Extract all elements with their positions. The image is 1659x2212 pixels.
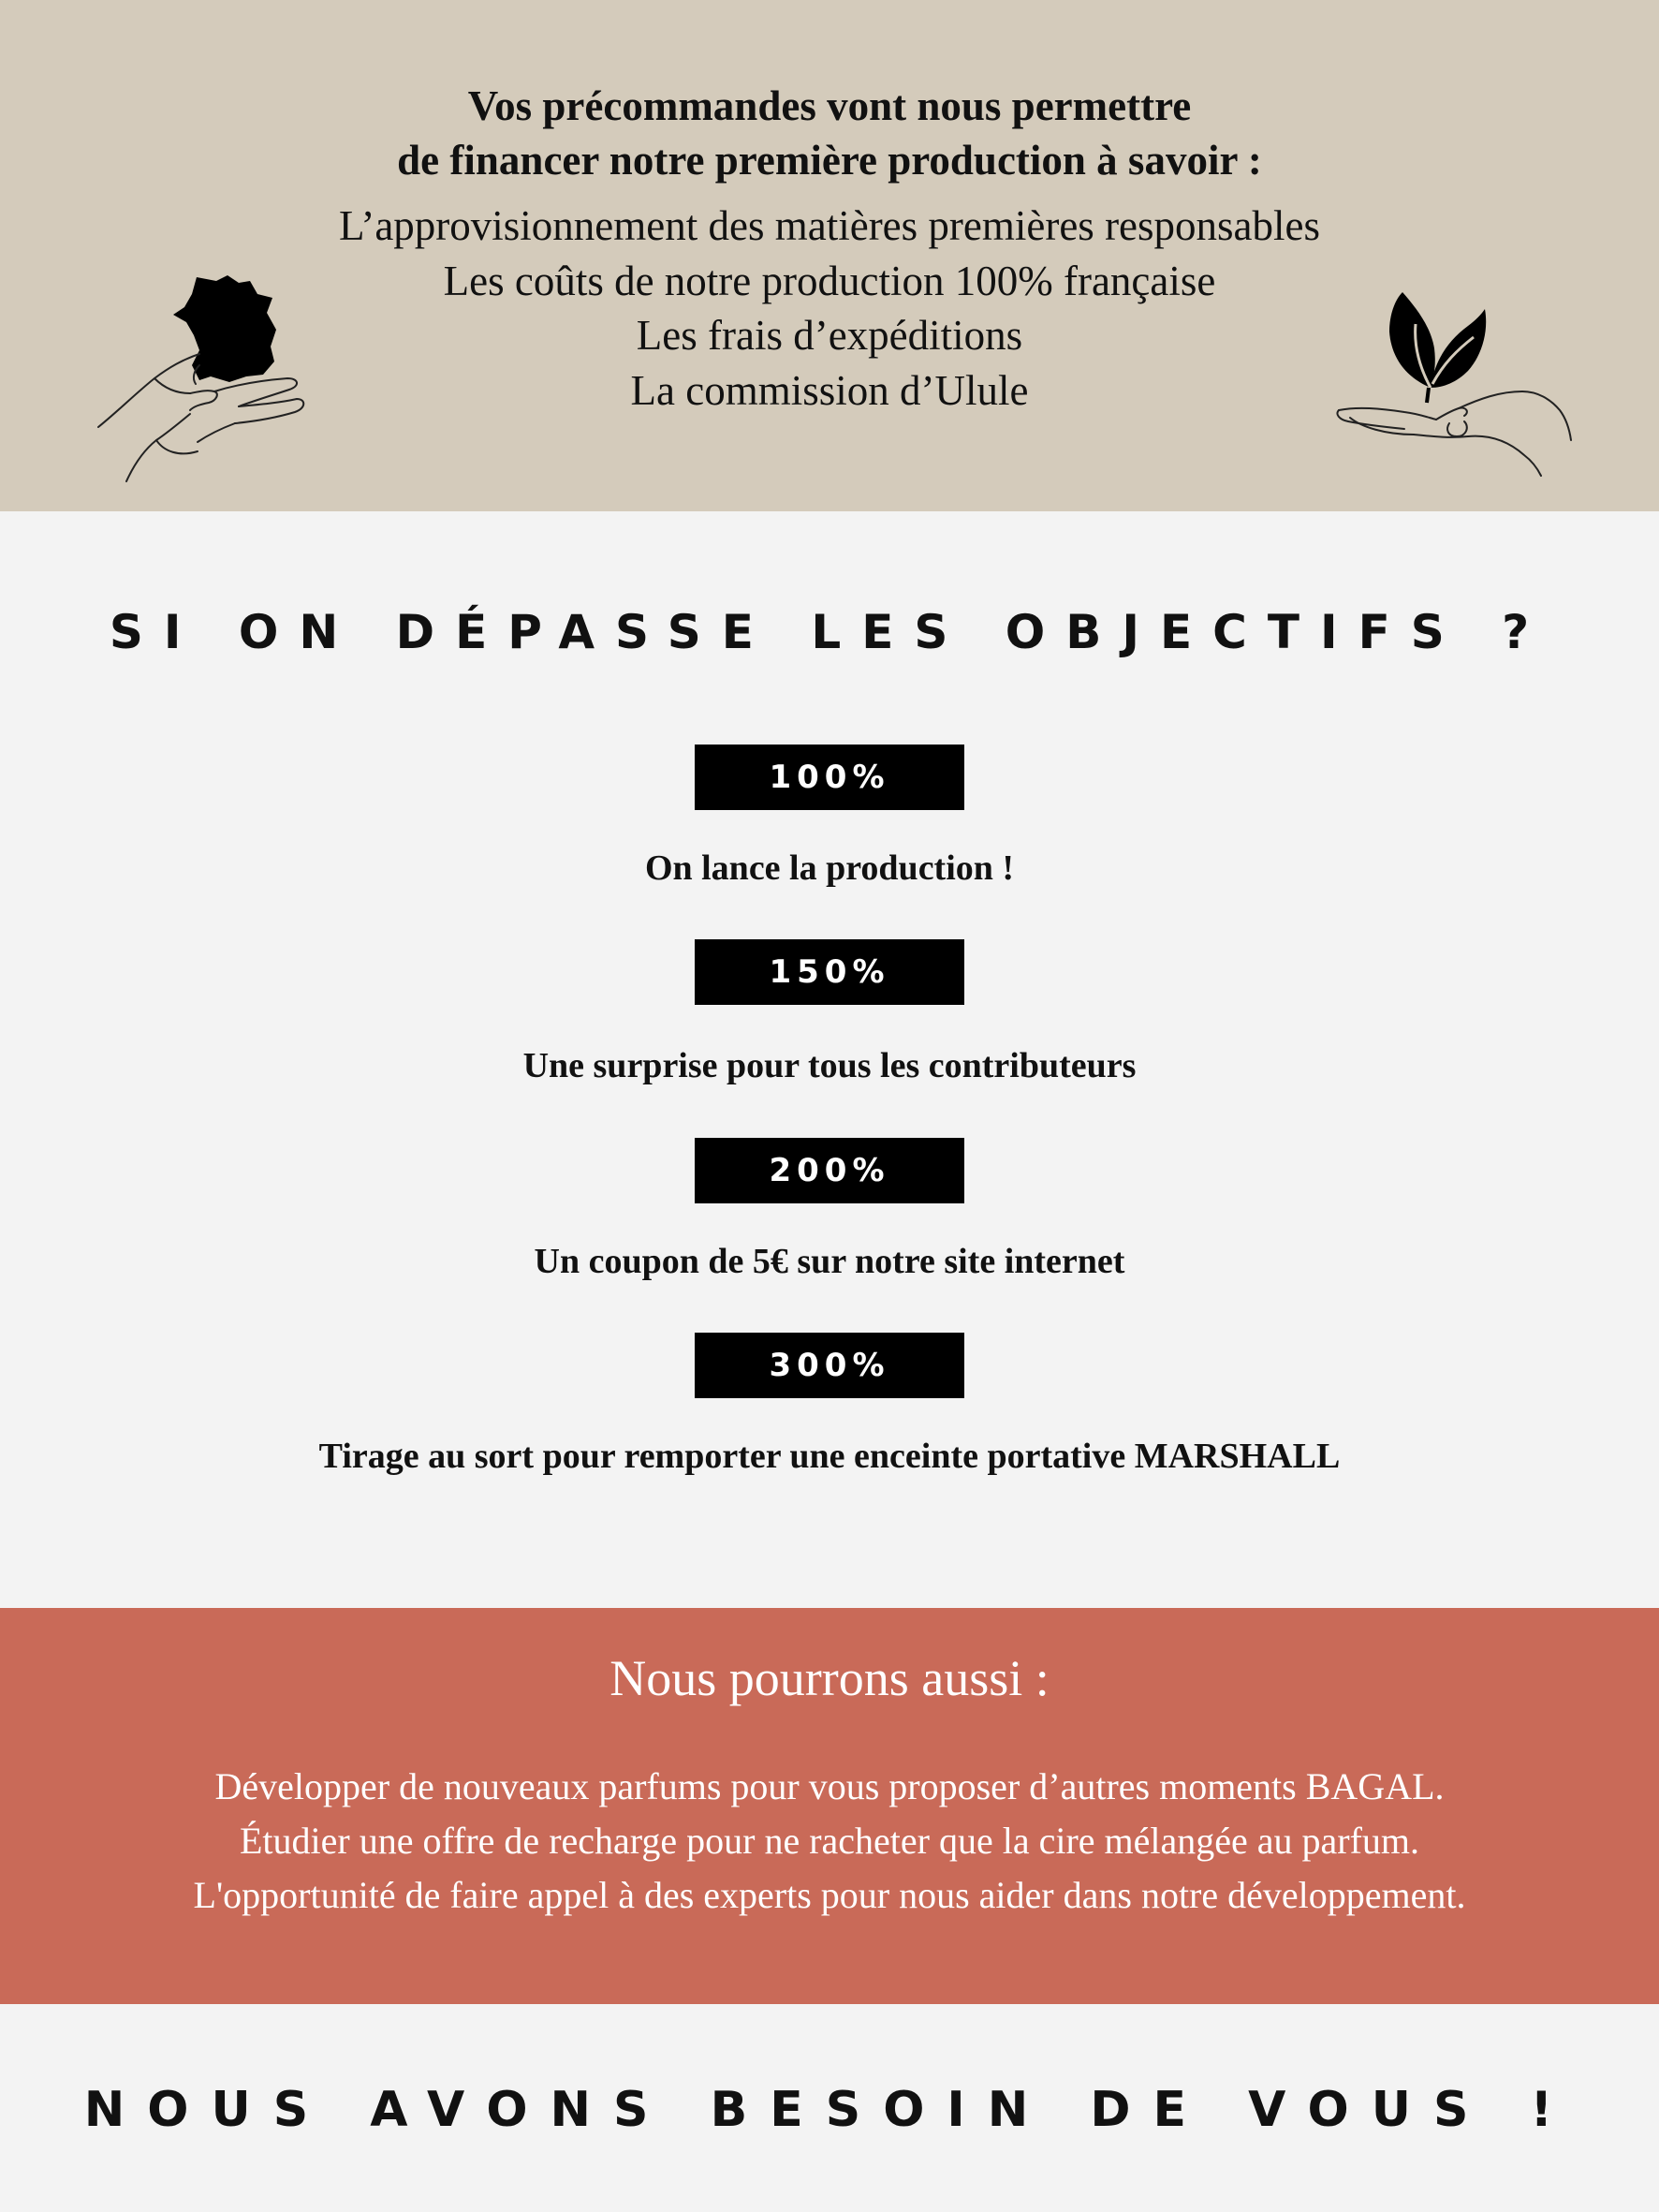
tier-badge: 200% [695,1138,964,1203]
hand-holding-france-map-icon [89,273,314,489]
funding-section [0,0,1659,511]
also-item: L'opportunité de faire appel à des experts pour nous aider dans notre développement. [193,1874,1466,1916]
funding-heading-line-2: de financer notre première production à savoir : [397,137,1262,184]
also-list [0,1760,1659,1923]
funding-item: L’approvisionnement des matières premières responsables [338,202,1321,249]
funding-item: La commission d’Ulule [630,366,1029,414]
also-section [0,1608,1659,2004]
footer-title: NOUS AVONS BESOIN DE VOUS ! [83,2082,1576,2138]
also-title: Nous pourrons aussi : [609,1650,1050,1706]
tier-text: Tirage au sort pour remporter une enceinte portative MARSHALL [318,1437,1341,1476]
funding-heading-line-1: Vos précommandes vont nous permettre [467,82,1192,129]
also-item: Développer de nouveaux parfums pour vous proposer d’autres moments BAGAL. [214,1765,1445,1807]
also-item: Étudier une offre de recharge pour ne racheter que la cire mélangée au parfum. [239,1820,1420,1862]
tier-text: Un coupon de 5€ sur notre site internet [534,1242,1125,1281]
tier-text: On lance la production ! [644,848,1015,888]
funding-item: Les frais d’expéditions [636,312,1023,359]
funding-item: Les coûts de notre production 100% française [443,257,1216,304]
objectives-title: SI ON DÉPASSE LES OBJECTIFS ? [109,605,1550,659]
hand-holding-leaves-icon [1329,287,1573,483]
tier-badge: 100% [695,745,964,810]
tier-badge: 150% [695,939,964,1005]
tier-text: Une surprise pour tous les contributeurs [522,1046,1137,1085]
tier-badge: 300% [695,1333,964,1398]
